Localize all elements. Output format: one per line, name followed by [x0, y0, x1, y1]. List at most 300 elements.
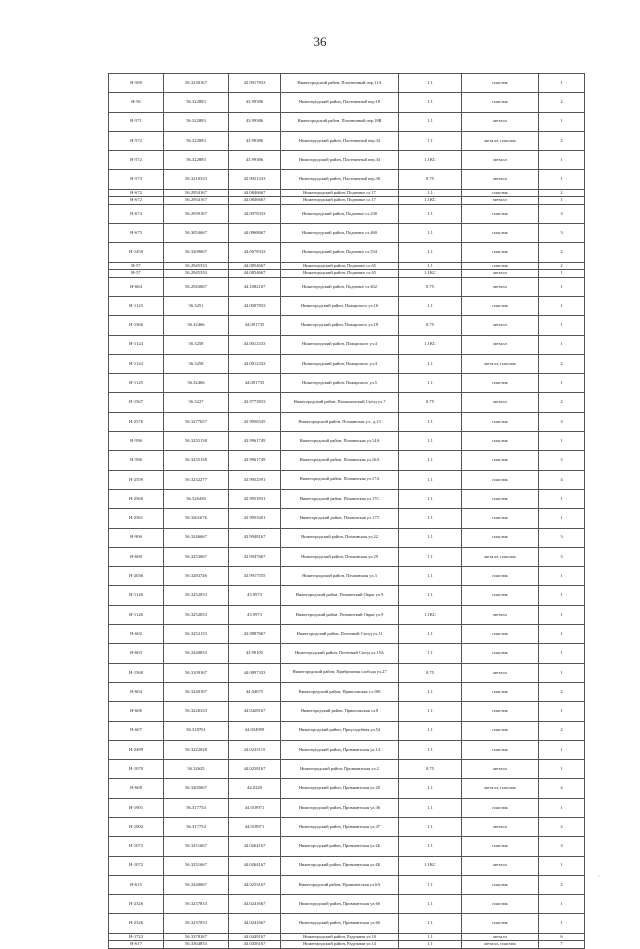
container-count-cell: 1 [539, 432, 585, 451]
latitude-cell: 56.3205667 [164, 779, 229, 798]
container-material-cell: металл, пластик [462, 941, 539, 949]
container-material-cell: пластик [462, 875, 539, 894]
address-cell: Нижегородский район, Плотничный пер.18В [281, 112, 399, 131]
address-cell: Нижегородский район, Провиантская ул.47 [281, 817, 399, 836]
table-row [109, 528, 585, 547]
address-cell: Нижегородский район, Провиантская ул.2 [281, 760, 399, 779]
longitude-cell: 44.0264167 [229, 837, 281, 856]
site-id-cell: Н-617 [109, 941, 164, 949]
address-cell: Нижегородский район, Подновье сл.402 [281, 277, 399, 296]
container-volume-cell: 1.1 [399, 412, 462, 431]
table-row [109, 933, 585, 941]
longitude-cell: 43.9887667 [229, 625, 281, 644]
latitude-cell: 56.3232277 [164, 470, 229, 489]
container-material-cell: металл [462, 856, 539, 875]
container-count-cell: 1 [539, 567, 585, 586]
site-id-cell: Н-573 [109, 170, 164, 189]
container-count-cell: 1 [539, 663, 585, 682]
latitude-cell: 56.3251667 [164, 837, 229, 856]
container-count-cell: 2 [539, 93, 585, 112]
longitude-cell: 43.99386 [229, 151, 281, 170]
address-cell: Нижегородский район, Плотничный пер.34 [281, 151, 399, 170]
container-volume-cell: 1.1 [399, 451, 462, 470]
site-id-cell: Н-2559 [109, 470, 164, 489]
longitude-cell: 44.0228 [229, 779, 281, 798]
latitude-cell: 56.3283746 [164, 567, 229, 586]
latitude-cell: 56.3246667 [164, 528, 229, 547]
container-count-cell: 3 [539, 451, 585, 470]
container-volume-cell: 0.75 [399, 663, 462, 682]
table-row [109, 189, 585, 197]
address-cell: Нижегородский район, Подновье сл.17 [281, 197, 399, 205]
site-id-cell: Н-606 [109, 702, 164, 721]
longitude-cell: 44.0007833 [229, 296, 281, 315]
container-count-cell: 4 [539, 779, 585, 798]
scan-mark: · [598, 874, 600, 880]
address-cell: Нижегородский район, Плотничный пер.34 [281, 131, 399, 150]
longitude-cell: 44.0846667 [229, 189, 281, 197]
address-cell: Нижегородский район, Провиантская ул.14 [281, 740, 399, 759]
container-material-cell: пластик [462, 204, 539, 223]
table-row [109, 760, 585, 779]
container-volume-cell: 1.1 [399, 354, 462, 373]
table-row [109, 270, 585, 278]
table-row [109, 316, 585, 335]
site-id-cell: Н-600 [109, 547, 164, 566]
container-volume-cell: 1.1 [399, 644, 462, 663]
container-material-cell: пластик [462, 528, 539, 547]
latitude-cell: 56.317754 [164, 798, 229, 817]
site-id-cell: Н-608 [109, 779, 164, 798]
latitude-cell: 56.3277657 [164, 412, 229, 431]
container-count-cell: 2 [539, 189, 585, 197]
address-cell: Нижегородский район, Приволжская сл.8 [281, 702, 399, 721]
container-material-cell: металл [462, 197, 539, 205]
site-id-cell: Н-602 [109, 625, 164, 644]
container-volume-cell: 1.1 [399, 74, 462, 93]
site-id-cell: Н-2326 [109, 914, 164, 933]
table-row [109, 432, 585, 451]
container-material-cell: пластик [462, 798, 539, 817]
container-volume-cell: 0.75 [399, 316, 462, 335]
table-row [109, 296, 585, 315]
container-volume-cell: 1.1 [399, 798, 462, 817]
address-cell: Нижегородский район, Радужная ул.14 [281, 941, 399, 949]
longitude-cell: 43.9948167 [229, 528, 281, 547]
container-volume-cell: 1.1 [399, 262, 462, 270]
longitude-cell: 43.99386 [229, 112, 281, 131]
latitude-cell: 56.3251667 [164, 856, 229, 875]
site-id-cell: Н-1566 [109, 316, 164, 335]
table-row [109, 335, 585, 354]
container-volume-cell: 1.1 [399, 374, 462, 393]
table-row [109, 914, 585, 933]
latitude-cell: 56.3258 [164, 335, 229, 354]
table-row [109, 798, 585, 817]
container-count-cell: 3 [539, 528, 585, 547]
site-id-cell: Н-56 [109, 93, 164, 112]
container-material-cell: пластик [462, 567, 539, 586]
latitude-cell: 56.3230167 [164, 74, 229, 93]
longitude-cell: 44.0854667 [229, 270, 281, 278]
container-volume-cell: 1.1 [399, 941, 462, 949]
table-row [109, 93, 585, 112]
table-row [109, 74, 585, 93]
address-cell: Нижегородский район, Провиантская ул.6б [281, 895, 399, 914]
container-volume-cell: 1.1 [399, 817, 462, 836]
container-volume-cell: 1.1 [399, 914, 462, 933]
address-cell: Нижегородский район, Почаинская ул., д.13 [281, 412, 399, 431]
site-id-cell: Н-1722 [109, 933, 164, 941]
container-material-cell: пластик [462, 374, 539, 393]
longitude-cell: 44.0241667 [229, 895, 281, 914]
container-volume-cell: 1.1 [399, 740, 462, 759]
longitude-cell: 43.9921333 [229, 170, 281, 189]
container-count-cell: 1 [539, 856, 585, 875]
container-count-cell: 1 [539, 170, 585, 189]
latitude-cell: 56.317754 [164, 817, 229, 836]
address-cell: Нижегородский район, Провиантская ул.6А [281, 875, 399, 894]
container-material-cell: металл [462, 112, 539, 131]
container-volume-cell: 1.1 [399, 682, 462, 701]
address-cell: Нижегородский район, Почаинский Овраг ул.9 [281, 586, 399, 605]
container-material-cell: пластик [462, 914, 539, 933]
latitude-cell: 56.3109167 [164, 663, 229, 682]
longitude-cell: 43.9973 [229, 586, 281, 605]
container-volume-cell: 1.1 [399, 432, 462, 451]
container-material-cell: пластик [462, 432, 539, 451]
container-volume-cell: 1.1 [399, 933, 462, 941]
longitude-cell: 43.9953201 [229, 509, 281, 528]
latitude-cell: 56.3240833 [164, 644, 229, 663]
address-cell: Нижегородский район, Почаинская ул.22 [281, 528, 399, 547]
latitude-cell: 56.3237833 [164, 895, 229, 914]
latitude-cell: 56.3227 [164, 393, 229, 412]
container-material-cell: пластик [462, 296, 539, 315]
address-cell: Нижегородский район, Провиантская ул.4Б [281, 856, 399, 875]
container-material-cell: металл [462, 277, 539, 296]
address-cell: Нижегородский район, Приусадебная ул.54 [281, 721, 399, 740]
container-material-cell: металл [462, 335, 539, 354]
container-material-cell: пластик [462, 189, 539, 197]
site-id-cell: Н-1567 [109, 393, 164, 412]
table-row [109, 856, 585, 875]
longitude-cell: 44.018971 [229, 798, 281, 817]
latitude-cell: 56.3252833 [164, 605, 229, 624]
table-row [109, 354, 585, 373]
container-count-cell: 2 [539, 131, 585, 150]
longitude-cell: 44.0678333 [229, 243, 281, 262]
address-cell: Нижегородский район, Почтовый Съезд ул.11 [281, 625, 399, 644]
container-material-cell: металл [462, 393, 539, 412]
site-id-cell: Н-607 [109, 721, 164, 740]
site-id-cell: Н-2576 [109, 412, 164, 431]
address-cell: Нижегородский район, Приволжская сл.108 [281, 682, 399, 701]
container-material-cell: пластик [462, 74, 539, 93]
address-cell: Нижегородский район, Провиантская ул.20 [281, 779, 399, 798]
container-count-cell: 1 [539, 296, 585, 315]
latitude-cell: 56.2943667 [164, 277, 229, 296]
table-row [109, 224, 585, 243]
site-id-cell: Н-906 [109, 528, 164, 547]
container-material-cell: пластик [462, 702, 539, 721]
container-material-cell: металл [462, 817, 539, 836]
container-material-cell: пластик [462, 489, 539, 508]
site-id-cell: Н-675 [109, 224, 164, 243]
container-material-cell: металл, пластик [462, 779, 539, 798]
container-material-cell: пластик [462, 93, 539, 112]
table-row [109, 941, 585, 949]
container-material-cell: металл [462, 605, 539, 624]
latitude-cell: 56.322883 [164, 93, 229, 112]
site-id-cell: Н-569 [109, 74, 164, 93]
container-material-cell: металл, пластик [462, 547, 539, 566]
latitude-cell: 56.3240167 [164, 682, 229, 701]
container-count-cell: 2 [539, 243, 585, 262]
address-cell: Нижегородский район, Почаинская ул.17А [281, 470, 399, 489]
container-material-cell: металл [462, 933, 539, 941]
site-id-cell: Н-1901 [109, 798, 164, 817]
longitude-cell: 43.9917555 [229, 567, 281, 586]
container-volume-cell: 1.1 [399, 204, 462, 223]
address-cell: Нижегородский район, Радужная ул.10 [281, 933, 399, 941]
container-material-cell: пластик [462, 625, 539, 644]
site-id-cell: Н-572 [109, 131, 164, 150]
container-count-cell: 2 [539, 682, 585, 701]
longitude-cell: 44.0968667 [229, 224, 281, 243]
latitude-cell: 56.3261676 [164, 509, 229, 528]
latitude-cell: 56.2945333 [164, 270, 229, 278]
site-id-cell: Н-1123 [109, 296, 164, 315]
container-count-cell: 1 [539, 702, 585, 721]
site-id-cell: Н-2499 [109, 740, 164, 759]
site-id-cell: Н-1072 [109, 837, 164, 856]
longitude-cell: 44.001735 [229, 374, 281, 393]
table-row [109, 451, 585, 470]
container-count-cell: 2 [539, 393, 585, 412]
container-count-cell: 4 [539, 470, 585, 489]
address-cell: Нижегородский район, Почаинская ул.29 [281, 547, 399, 566]
container-count-cell: 2 [539, 354, 585, 373]
container-count-cell: 1 [539, 760, 585, 779]
container-count-cell: 1 [539, 316, 585, 335]
site-id-cell: Н-1459 [109, 243, 164, 262]
latitude-cell: 56.3222028 [164, 740, 229, 759]
container-count-cell: 2 [539, 721, 585, 740]
container-count-cell: 2 [539, 817, 585, 836]
site-id-cell: Н-2036 [109, 567, 164, 586]
latitude-cell: 56.2954167 [164, 197, 229, 205]
longitude-cell: 43.9961749 [229, 451, 281, 470]
site-id-cell: Н-2560 [109, 489, 164, 508]
table-row [109, 170, 585, 189]
container-material-cell: металл, пластик [462, 131, 539, 150]
container-material-cell: пластик [462, 837, 539, 856]
container-volume-cell: 1.1 [399, 489, 462, 508]
table-row [109, 112, 585, 131]
container-material-cell: пластик [462, 224, 539, 243]
address-cell: Нижегородский район, Плотничный пер.38 [281, 170, 399, 189]
site-id-cell: Н-596 [109, 432, 164, 451]
container-material-cell: металл [462, 270, 539, 278]
latitude-cell: 56.322883 [164, 131, 229, 150]
longitude-cell: 43.99386 [229, 93, 281, 112]
container-count-cell: 3 [539, 837, 585, 856]
container-volume-cell: 1.1 [399, 112, 462, 131]
longitude-cell: 43.9956545 [229, 412, 281, 431]
latitude-cell: 56.326436 [164, 489, 229, 508]
address-cell: Нижегородский район, Плотничный пер.11А [281, 74, 399, 93]
site-id-cell: Н-2326 [109, 895, 164, 914]
container-count-cell: 3 [539, 224, 585, 243]
container-material-cell: металл, пластик [462, 354, 539, 373]
site-id-cell: Н-1125 [109, 374, 164, 393]
latitude-cell: 56.3252833 [164, 586, 229, 605]
container-volume-cell: 0.75 [399, 277, 462, 296]
address-cell: Нижегородский район, Пожарского ул.4 [281, 354, 399, 373]
container-volume-cell: 1.1 [399, 586, 462, 605]
address-cell: Нижегородский район, Похвалинский Съезд ул.7 [281, 393, 399, 412]
latitude-cell: 56.3255138 [164, 451, 229, 470]
latitude-cell: 56.2939167 [164, 204, 229, 223]
container-count-cell: 1 [539, 374, 585, 393]
table-row [109, 151, 585, 170]
table-row [109, 547, 585, 566]
container-material-cell: пластик [462, 644, 539, 663]
site-id-cell: Н-672 [109, 197, 164, 205]
table-row [109, 644, 585, 663]
site-id-cell: Н-571 [109, 112, 164, 131]
site-id-cell: Н-572 [109, 151, 164, 170]
container-count-cell: 1 [539, 914, 585, 933]
container-material-cell: пластик [462, 509, 539, 528]
address-cell: Нижегородский район, Провиантская ул.36 [281, 798, 399, 817]
container-count-cell: 1 [539, 270, 585, 278]
latitude-cell: 56.3210333 [164, 170, 229, 189]
latitude-cell: 56.3240667 [164, 875, 229, 894]
longitude-cell: 44.0449167 [229, 933, 281, 941]
longitude-cell: 44.0428167 [229, 702, 281, 721]
table-row [109, 586, 585, 605]
container-material-cell: пластик [462, 470, 539, 489]
latitude-cell: 56.3251 [164, 296, 229, 315]
latitude-cell: 56.32466 [164, 316, 229, 335]
site-id-cell: Н-1072 [109, 856, 164, 875]
table-row [109, 374, 585, 393]
table-row [109, 567, 585, 586]
container-material-cell: металл [462, 760, 539, 779]
latitude-cell: 56.32466 [164, 374, 229, 393]
container-count-cell: 1 [539, 798, 585, 817]
address-cell: Нижегородский район, Подновье сл.534 [281, 243, 399, 262]
container-volume-cell: 1.1 [399, 189, 462, 197]
container-count-cell: 1 [539, 151, 585, 170]
site-id-cell: Н-1002 [109, 817, 164, 836]
container-count-cell: 1 [539, 509, 585, 528]
table-row [109, 509, 585, 528]
container-volume-cell: 1.1 [399, 243, 462, 262]
container-count-cell: 3 [539, 204, 585, 223]
latitude-cell: 56.3054667 [164, 224, 229, 243]
container-count-cell: 1 [539, 586, 585, 605]
container-material-cell: металл [462, 316, 539, 335]
address-cell: Нижегородский район, Плотничный пер.18 [281, 93, 399, 112]
container-material-cell: пластик [462, 243, 539, 262]
latitude-cell: 56.3258 [164, 354, 229, 373]
table-row [109, 625, 585, 644]
longitude-cell: 43.9952591 [229, 470, 281, 489]
address-cell: Нижегородский район, Подновье сл.460 [281, 224, 399, 243]
longitude-cell: 44.0241667 [229, 914, 281, 933]
longitude-cell: 44.04675 [229, 682, 281, 701]
longitude-cell: 43.9973 [229, 605, 281, 624]
longitude-cell: 43.9961749 [229, 432, 281, 451]
address-cell: Нижегородский район, Пожарского ул.5 [281, 374, 399, 393]
latitude-cell: 56.3209667 [164, 243, 229, 262]
address-cell: Нижегородский район, Провиантская ул.6б [281, 914, 399, 933]
latitude-cell: 56.3378167 [164, 933, 229, 941]
container-count-cell: 1 [539, 740, 585, 759]
container-volume-cell: 0.75 [399, 760, 462, 779]
table-row [109, 740, 585, 759]
container-volume-cell: 1.1 [399, 528, 462, 547]
latitude-cell: 56.3252133 [164, 625, 229, 644]
site-id-cell: Н-1126 [109, 586, 164, 605]
container-material-cell: металл [462, 170, 539, 189]
table-row [109, 702, 585, 721]
site-id-cell: Н-672 [109, 189, 164, 197]
table-row [109, 779, 585, 798]
container-material-cell: металл [462, 663, 539, 682]
container-count-cell: 6 [539, 933, 585, 941]
address-cell: Нижегородский район, Подновье сл.17 [281, 189, 399, 197]
longitude-cell: 44.0012333 [229, 335, 281, 354]
container-material-cell: пластик [462, 451, 539, 470]
address-cell: Нижегородский район, Подновье сл.65 [281, 270, 399, 278]
container-material-cell: пластик [462, 586, 539, 605]
container-volume-cell: 1.1 [399, 131, 462, 150]
container-volume-cell: 0.75 [399, 393, 462, 412]
longitude-cell: 44.0233115 [229, 740, 281, 759]
latitude-cell: 56.318761 [164, 721, 229, 740]
container-count-cell: 1 [539, 112, 585, 131]
container-count-cell: 1 [539, 605, 585, 624]
latitude-cell: 56.2945333 [164, 262, 229, 270]
container-volume-cell: 0.75 [399, 170, 462, 189]
table-row [109, 605, 585, 624]
site-id-cell: Н-615 [109, 875, 164, 894]
container-material-cell: пластик [462, 412, 539, 431]
address-cell: Нижегородский район, Подновье сл.238 [281, 204, 399, 223]
container-volume-cell: 1.1 [399, 509, 462, 528]
table-body [109, 74, 585, 949]
container-count-cell: 1 [539, 197, 585, 205]
site-id-cell: Н-1124 [109, 335, 164, 354]
container-count-cell: 2 [539, 262, 585, 270]
container-volume-cell: 1.1 [399, 702, 462, 721]
longitude-cell: 44.001735 [229, 316, 281, 335]
longitude-cell: 43.9773833 [229, 393, 281, 412]
longitude-cell: 44.0253167 [229, 875, 281, 894]
container-volume-cell: 1.1 [399, 721, 462, 740]
container-volume-cell: 1.1КС [399, 856, 462, 875]
latitude-cell: 56.3364833 [164, 941, 229, 949]
site-id-cell: Н-57 [109, 262, 164, 270]
table-row [109, 663, 585, 682]
container-sites-table [108, 73, 585, 949]
site-id-cell: Н-604 [109, 682, 164, 701]
longitude-cell: 44.0978333 [229, 204, 281, 223]
